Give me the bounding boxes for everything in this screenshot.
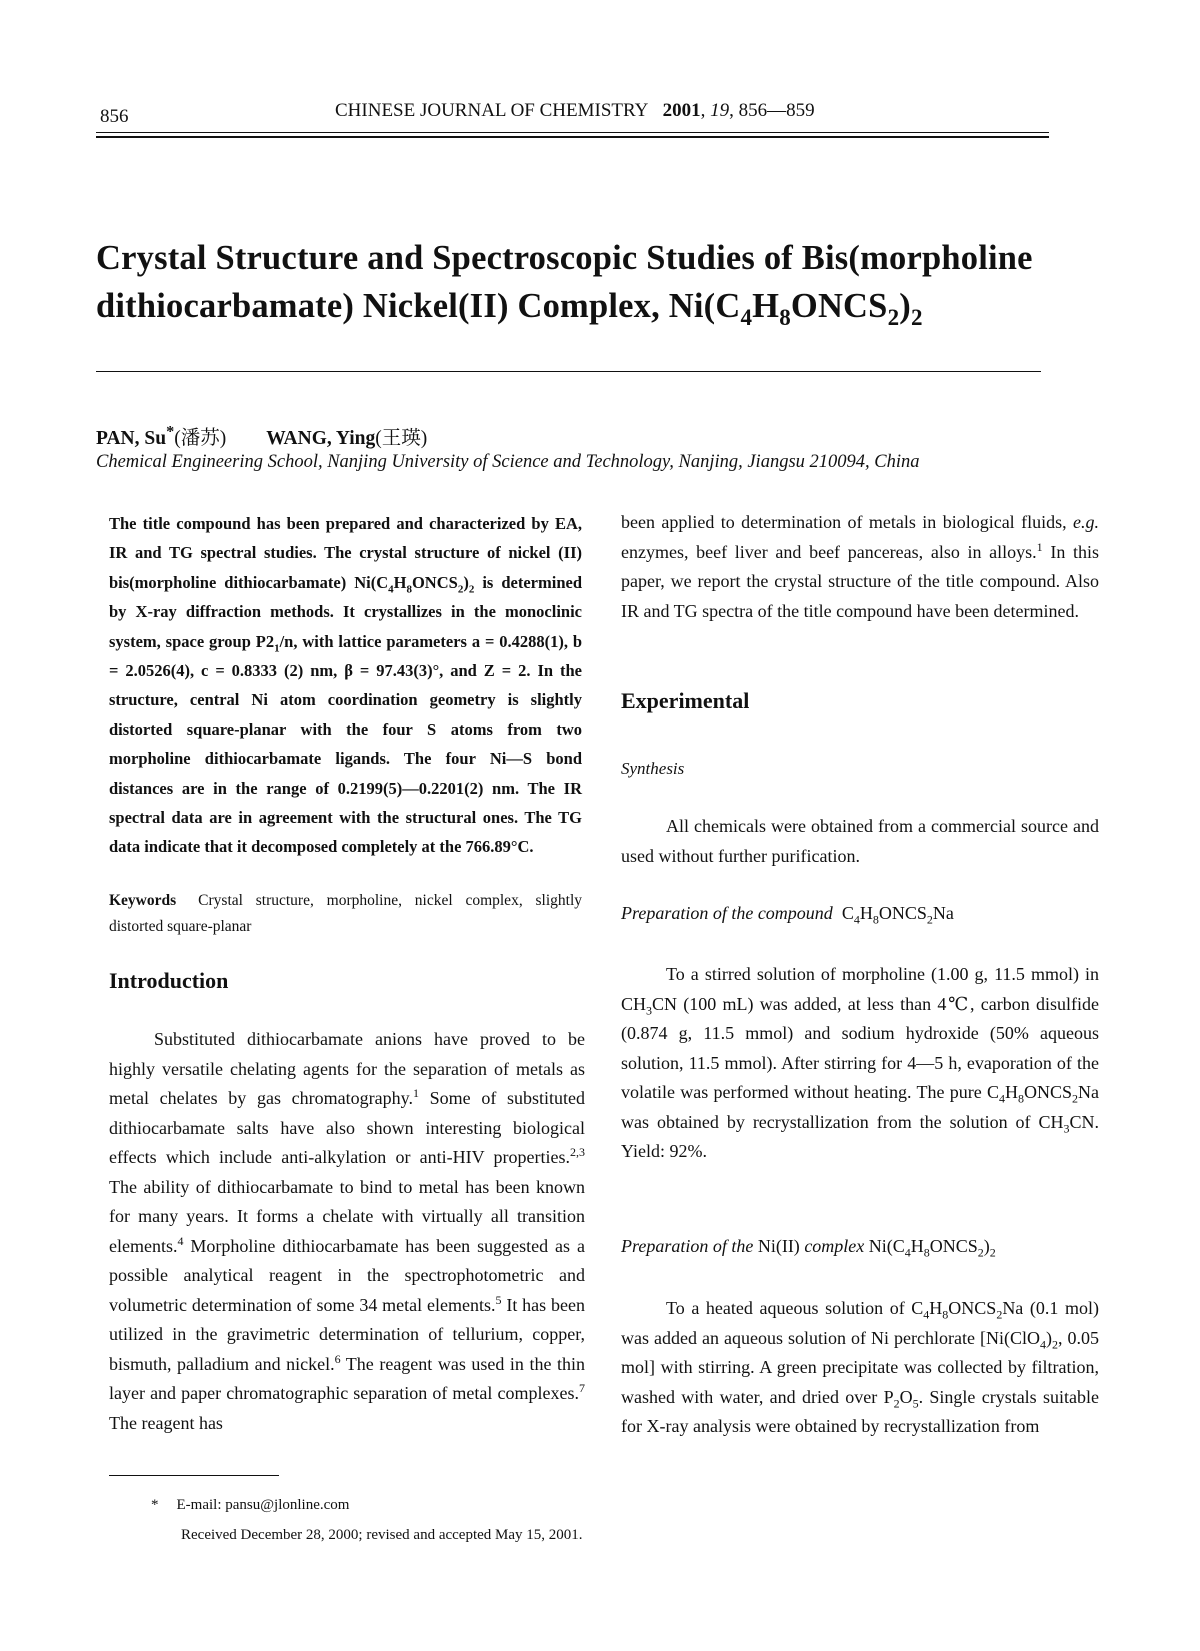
author-1-chinese: (潘苏): [174, 428, 227, 449]
synthesis-paragraph: All chemicals were obtained from a commercial source and used without further purification.: [621, 816, 1099, 866]
introduction-paragraph: Substituted dithiocarbamate anions have proved to be highly versatile chelating agents for the separation of metals as metal chelates by gas chromatography.$^1$ Some of substituted dithiocarbamate salts have also shown interesting biological effects which include anti-alkylation or anti-HIV properties.$^{2,3}$ The ability of dithiocarbamate to bind to metal has been known for many years. It forms a chelate with virtually all transition elements.$^4$ Morpholine dithiocarbamate has been suggested as a possible analytical reagent in the spectrophotometric and volumetric determination of some 34 metal elements.$^5$ It has been utilized in the gravimetric determination of tellurium, copper, bismuth, palladium and nickel.$^6$ The reagent was used in the thin layer and paper chromatographic separation of metal complexes.$^7$ The reagent has: [109, 1029, 585, 1433]
abstract: The title compound has been prepared and characterized by EA, IR and TG spectral studies. The crystal structure of nickel (II) bis(morpholine dithiocarbamate) $Ni(C_4H_8ONCS_2)_2$ is determined by X-ray diffraction methods. It crystallizes in the monoclinic system, space group $P2_1/n$, with lattice parameters a = 0.4288(1), b = 2.0526(4), c = 0.8333 (2) nm, β = 97.43(3)°, and Z = 2. In the structure, central Ni atom coordination geometry is slightly distorted square-planar with the four S atoms from two morpholine dithiocarbamate ligands. The four Ni—S bond distances are in the range of 0.2199(5)—0.2201(2) nm. The IR spectral data are in agreement with the structural ones. The TG data indicate that it decomposed completely at the 766.89°C.: [109, 514, 583, 857]
journal-pages: 856—859: [738, 100, 815, 121]
experimental-heading: Experimental: [621, 688, 750, 713]
footnote-received: Received December 28, 2000; revised and accepted May 15, 2001.: [181, 1527, 583, 1543]
keywords: [109, 888, 582, 940]
page-number: 856: [100, 106, 129, 127]
author-2-chinese: (王瑛): [375, 428, 428, 449]
author-2: WANG, Ying: [266, 428, 376, 449]
running-head: [100, 100, 1100, 127]
prep-compound-paragraph: To a stirred solution of morpholine (1.00 g, 11.5 mmol) in $CH_3CN$ (100 mL) was added, at less than 4℃, carbon disulfide (0.874 g, 11.5 mmol) and sodium hydroxide (50% aqueous solution, 11.5 mmol). After stirring for 4—5 h, evaporation of the volatile was performed without heating. The pure $C_4H_8ONCS_2Na$ was obtained by recrystallization from the solution of $CH_3CN$. Yield: 92%.: [621, 964, 1099, 1161]
footnote-email: * E-mail: pansu@jlonline.com: [151, 1497, 350, 1513]
footnote-rule: [109, 1475, 279, 1476]
title-line-2: dithiocarbamate) Nickel(II) Complex, $Ni(C_4H_8ONCS_2)_2$: [96, 287, 923, 330]
author-list: [96, 422, 427, 450]
introduction-continuation: been applied to determination of metals in biological fluids, e.g. enzymes, beef liver and beef pancereas, also in alloys.$^1$ In this paper, we report the crystal structure of the title compound. Also IR and TG spectra of the title compound have been determined.: [621, 512, 1099, 621]
synthesis-subheading: Synthesis: [621, 759, 685, 778]
author-1: PAN, Su: [96, 428, 167, 449]
header-rule-thin: [96, 132, 1049, 133]
prep-complex-paragraph: To a heated aqueous solution of $C_4H_8ONCS_2Na$ (0.1 mol) was added an aqueous solution of Ni perchlorate [$Ni(ClO_4)_2$, 0.05 mol] with stirring. A green precipitate was collected by filtration, washed with water, and dried over $P_2O_5$. Single crystals suitable for X-ray analysis were obtained by recrystallization from: [621, 1298, 1100, 1436]
affiliation: Chemical Engineering School, Nanjing University of Science and Technology, Nanjing, Jiangsu 210094, China: [96, 452, 920, 472]
journal-volume: 19: [710, 100, 730, 121]
keywords-label: Keywords: [109, 892, 177, 909]
journal-year: 2001: [662, 100, 701, 121]
prep-compound-subheading: Preparation of the compound $C_4H_8ONCS_2Na$: [621, 903, 954, 927]
title-line-1: Crystal Structure and Spectroscopic Studies of Bis(morpholine: [96, 239, 1033, 277]
footnotes: [151, 1490, 583, 1550]
introduction-heading: Introduction: [109, 968, 229, 993]
keywords-text: Crystal structure, morpholine, nickel complex, slightly distorted square-planar: [109, 892, 582, 935]
title-rule: [96, 371, 1041, 372]
prep-complex-subheading: Preparation of the Ni(II) complex $Ni(C_4H_8ONCS_2)_2$: [621, 1236, 996, 1260]
header-rule-thick: [96, 136, 1049, 138]
journal-citation: CHINESE JOURNAL OF CHEMISTRY 2001, 19, 856—859: [335, 100, 815, 121]
paper-title: [96, 234, 1116, 330]
corresponding-mark: *: [166, 422, 175, 441]
journal-name: CHINESE JOURNAL OF CHEMISTRY: [335, 100, 649, 121]
